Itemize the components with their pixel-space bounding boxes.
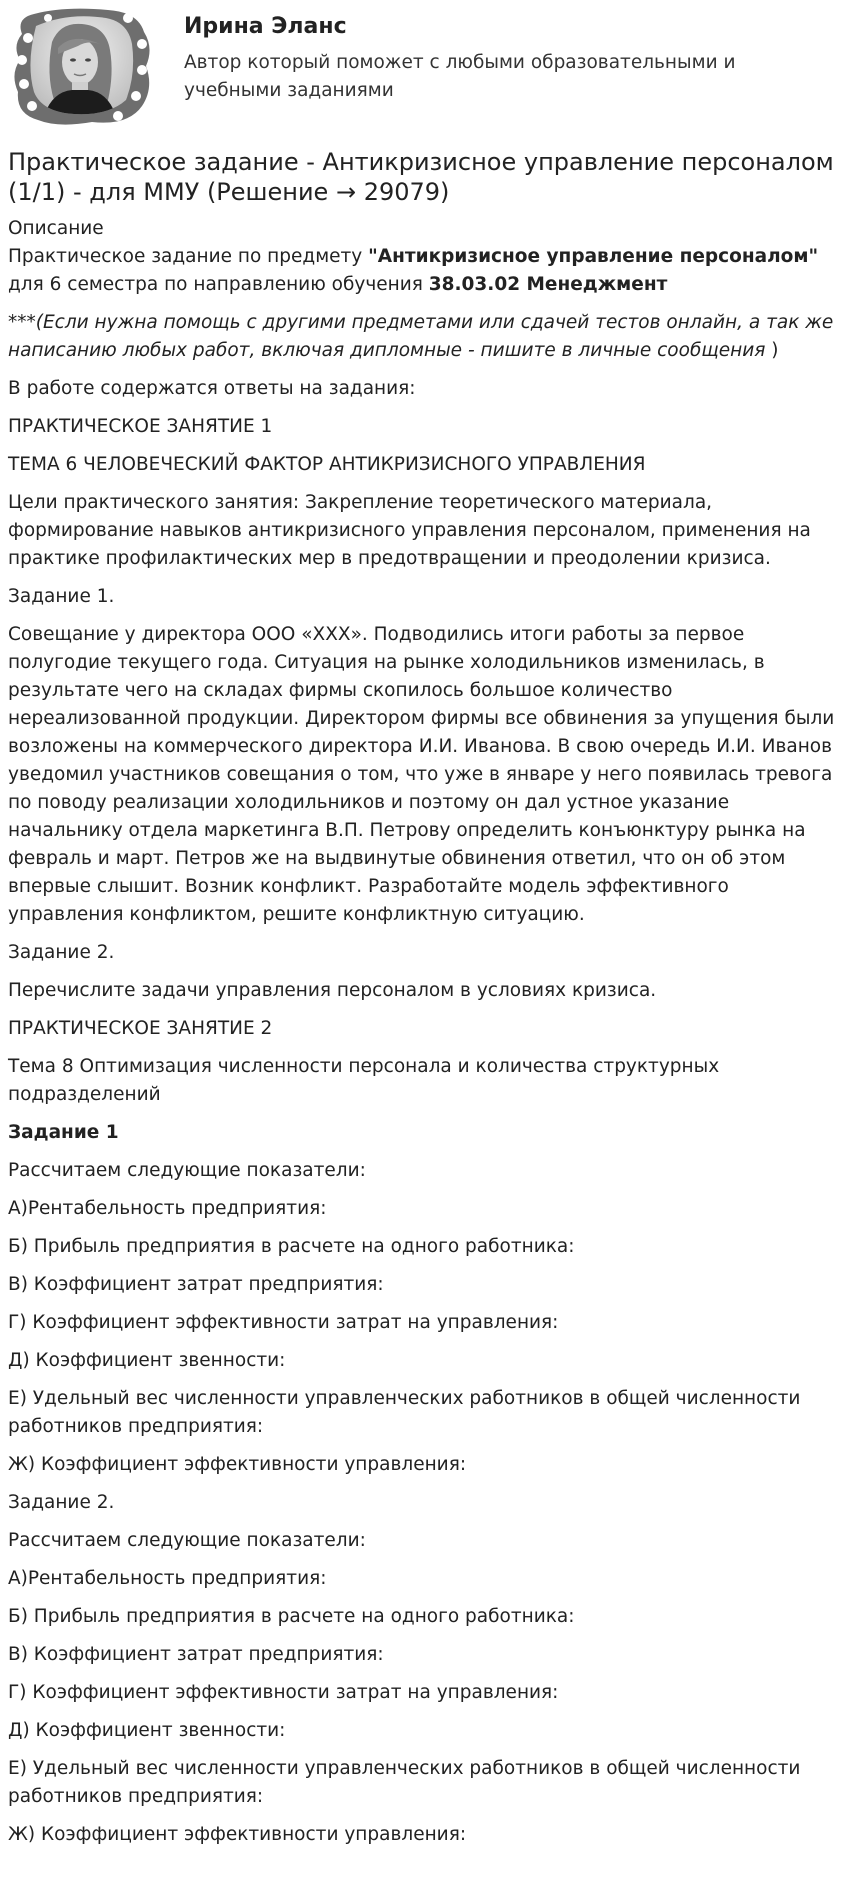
section-heading: Задание 2. bbox=[8, 1492, 115, 1513]
paragraph: Совещание у директора ООО «ХХХ». Подводились итоги работы за первое полугодие текущего года. Ситуация на рынке холодильников изменилась, в результате чего на складах фирмы скопилось большое количество нереализованной продукции. Директором фирмы все обвинения за упущения были возложены на коммерческого директора И.И. Иванова. В свою очередь И.И. Иванов уведомил участников совещания о том, что уже в январе у него появилась тревога по поводу реализации холодильников и поэтому он дал устное указание начальнику отдела маркетинга В.П. Петрову определить конъюнктуру рынка на февраль и март. Петров же на выдвинутые обвинения ответил, что он об этом впервые слышит. Возник конфликт. Разработайте модель эффективного управления конфликтом, решите конфликтную ситуацию. bbox=[8, 624, 835, 925]
list-item: Е) Удельный вес численности управленческих работников в общей численности работников предприятия: bbox=[8, 1758, 801, 1807]
paragraph: Перечислите задачи управления персоналом в условиях кризиса. bbox=[8, 980, 657, 1001]
list-item: Г) Коэффициент эффективности затрат на управления: bbox=[8, 1312, 559, 1333]
list-item: Е) Удельный вес численности управленческих работников в общей численности работников предприятия: bbox=[8, 1388, 801, 1437]
paragraph: В работе содержатся ответы на задания: bbox=[8, 378, 416, 399]
list-item: Д) Коэффициент звенности: bbox=[8, 1350, 286, 1371]
list-item: Г) Коэффициент эффективности затрат на управления: bbox=[8, 1682, 559, 1703]
list-item: А)Рентабельность предприятия: bbox=[8, 1568, 327, 1589]
list-item: Ж) Коэффициент эффективности управления: bbox=[8, 1824, 467, 1845]
list-item: Б) Прибыль предприятия в расчете на одного работника: bbox=[8, 1606, 575, 1627]
paragraph: Цели практического занятия: Закрепление теоретического материала, формирование навыков антикризисного управления персоналом, применения на практике профилактических мер в предотвращении и преодолении кризиса. bbox=[8, 492, 811, 569]
list-item: Рассчитаем следующие показатели: bbox=[8, 1160, 366, 1181]
title-block bbox=[8, 147, 838, 207]
list-item: А)Рентабельность предприятия: bbox=[8, 1198, 327, 1219]
paragraph: ПРАКТИЧЕСКОЕ ЗАНЯТИЕ 2 bbox=[8, 1018, 273, 1039]
author-description: Автор который поможет с любыми образовательными и учебными заданиями bbox=[184, 52, 736, 101]
note-text: (Если нужна помощь с другими предметами или сдачей тестов онлайн, а так же написанию любых работ, включая дипломные - пишите в личные сообщения bbox=[8, 312, 834, 361]
intro-paragraph bbox=[8, 243, 838, 299]
paragraph: Задание 2. bbox=[8, 942, 115, 963]
list-item: Б) Прибыль предприятия в расчете на одного работника: bbox=[8, 1236, 575, 1257]
paragraph: ПРАКТИЧЕСКОЕ ЗАНЯТИЕ 1 bbox=[8, 416, 273, 437]
paragraph: ТЕМА 6 ЧЕЛОВЕЧЕСКИЙ ФАКТОР АНТИКРИЗИСНОГО УПРАВЛЕНИЯ bbox=[8, 454, 646, 475]
list-item: Ж) Коэффициент эффективности управления: bbox=[8, 1454, 467, 1475]
page-title: Практическое задание - Антикризисное управление персоналом (1/1) - для ММУ (Решение → 29079) bbox=[8, 148, 834, 206]
section-heading-bold: Задание 1 bbox=[8, 1122, 119, 1143]
page bbox=[8, 0, 838, 1859]
paragraph: Задание 1. bbox=[8, 586, 115, 607]
note-end: ) bbox=[771, 340, 779, 361]
list-item: В) Коэффициент затрат предприятия: bbox=[8, 1274, 384, 1295]
description-label: Описание bbox=[8, 218, 104, 239]
list-item: Д) Коэффициент звенности: bbox=[8, 1720, 286, 1741]
author-name[interactable]: Ирина Эланс bbox=[184, 14, 347, 39]
note-stars: *** bbox=[8, 312, 36, 333]
paragraph: Тема 8 Оптимизация численности персонала и количества структурных подразделений bbox=[8, 1056, 720, 1105]
intro-middle: для 6 семестра по направлению обучения bbox=[8, 274, 429, 295]
note-paragraph bbox=[8, 309, 838, 365]
intro-subject: "Антикризисное управление персоналом" bbox=[368, 246, 819, 267]
list-item: Рассчитаем следующие показатели: bbox=[8, 1530, 366, 1551]
author-avatar[interactable] bbox=[8, 4, 154, 130]
intro-program: 38.03.02 Менеджмент bbox=[428, 274, 668, 295]
intro-prefix: Практическое задание по предмету bbox=[8, 246, 369, 267]
list-item: В) Коэффициент затрат предприятия: bbox=[8, 1644, 384, 1665]
author-card bbox=[8, 0, 838, 145]
description-content bbox=[8, 243, 838, 1849]
